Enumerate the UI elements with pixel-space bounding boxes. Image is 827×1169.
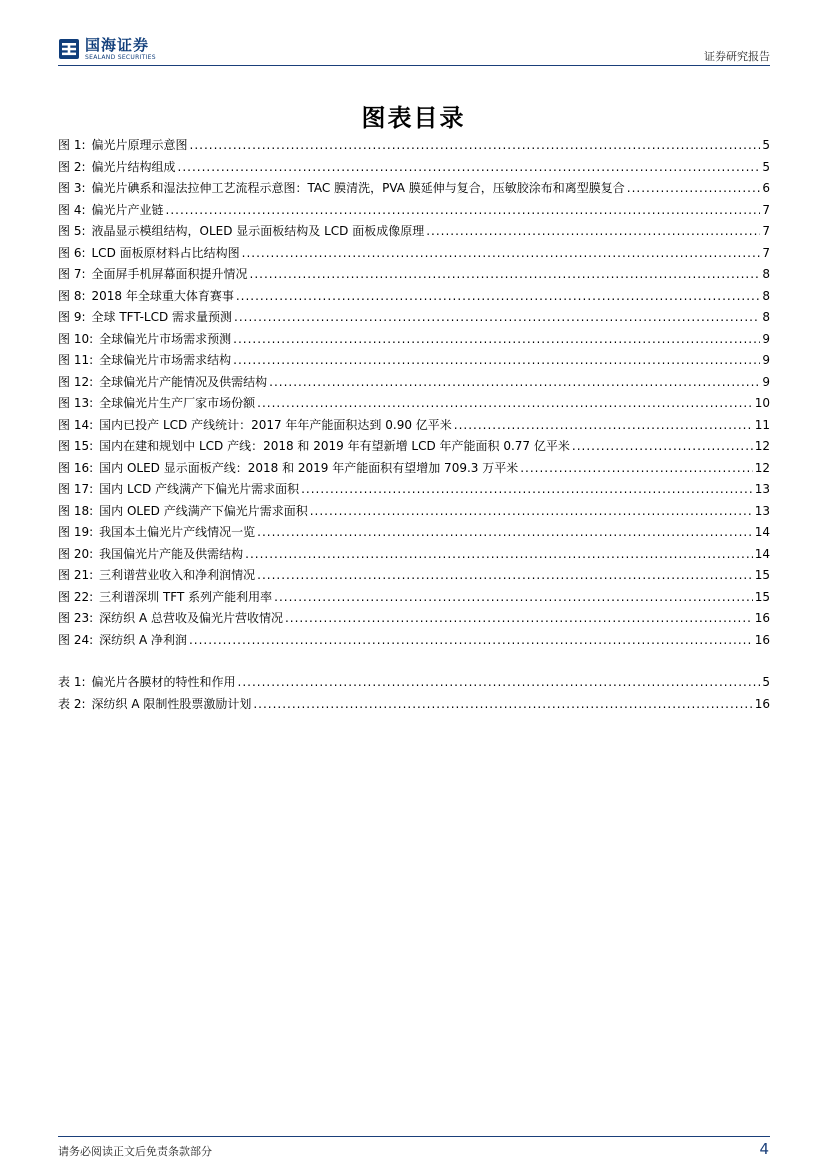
dot-leader: [627, 181, 761, 195]
toc-entry-title: 三利谱深圳 TFT 系列产能利用率: [99, 589, 273, 604]
toc-entry-title: 全面屏手机屏幕面积提升情况: [91, 267, 248, 281]
toc-entry-page: 14: [754, 525, 770, 539]
toc-entry-page: 9: [762, 331, 770, 346]
toc-entry-page: 13: [754, 482, 770, 496]
dot-leader: [190, 138, 761, 152]
toc-entry-page: 7: [762, 202, 770, 217]
toc-entry-title: 全球偏光片产能情况及供需结构: [99, 374, 268, 389]
toc-entry-title: 全球偏光片生产厂家市场份额: [99, 396, 256, 410]
dot-leader: [166, 203, 761, 217]
toc-entry-title: 我国偏光片产能及供需结构: [99, 546, 244, 561]
toc-entry-page: 14: [754, 546, 770, 561]
toc-entry-page: 8: [762, 267, 770, 281]
toc-entry-figure-6[interactable]: [58, 244, 770, 266]
toc-entry-title: 国内 OLED 产线满产下偏光片需求面积: [99, 503, 308, 518]
toc-entry-table-1[interactable]: [58, 673, 770, 695]
report-type: 证券研究报告: [704, 50, 770, 63]
company-logo: [58, 34, 156, 64]
toc-entry-label: 图 9:: [58, 310, 86, 324]
toc-entry-figure-9[interactable]: [58, 308, 770, 330]
dot-leader: [245, 547, 753, 561]
toc-entry-figure-7[interactable]: [58, 265, 770, 287]
toc-entry-figure-1[interactable]: [58, 136, 770, 158]
toc-entry-figure-2[interactable]: [58, 158, 770, 180]
toc-entry-figure-5[interactable]: [58, 222, 770, 244]
toc-entry-page: 6: [762, 181, 770, 195]
toc-entry-title: 三利谱营业收入和净利润情况: [99, 568, 256, 582]
toc-entry-page: 10: [754, 396, 770, 410]
toc-entry-title: 偏光片碘系和湿法拉伸工艺流程示意图：TAC 膜清洗，PVA 膜延伸与复合，压敏胶涂布和离型膜复合: [91, 181, 625, 195]
dot-leader: [454, 418, 753, 432]
toc-entry-label: 图 21:: [58, 568, 94, 582]
toc-entry-page: 5: [762, 159, 770, 174]
dot-leader: [233, 332, 760, 346]
toc-entry-page: 9: [762, 374, 770, 389]
toc-entry-label: 图 8:: [58, 288, 86, 303]
dot-leader: [285, 611, 753, 625]
toc-entry-title: LCD 面板原材料占比结构图: [91, 245, 240, 260]
toc-entry-title: 偏光片结构组成: [91, 159, 176, 174]
toc-entry-title: 深纺织 A 限制性股票激励计划: [91, 696, 252, 711]
toc-entry-page: 12: [754, 460, 770, 475]
toc-entry-page: 16: [754, 632, 770, 647]
footer-divider: [58, 1136, 770, 1137]
logo-mark-icon: [58, 38, 80, 60]
page-header: [58, 34, 770, 64]
dot-leader: [253, 697, 752, 711]
toc-entry-label: 图 13:: [58, 396, 94, 410]
toc-entry-figure-3[interactable]: [58, 179, 770, 201]
dot-leader: [242, 246, 761, 260]
toc-entry-label: 图 24:: [58, 632, 94, 647]
toc-entry-figure-11[interactable]: [58, 351, 770, 373]
toc-entry-figure-13[interactable]: [58, 394, 770, 416]
toc-entry-label: 图 3:: [58, 181, 86, 195]
toc-entry-title: 国内已投产 LCD 产线统计：2017 年年产能面积达到 0.90 亿平米: [99, 417, 452, 432]
toc-entry-figure-22[interactable]: [58, 588, 770, 610]
page-title: 图表目录: [361, 103, 466, 132]
toc-entry-figure-16[interactable]: [58, 459, 770, 481]
dot-leader: [572, 439, 753, 453]
dot-leader: [310, 504, 753, 518]
toc-entry-label: 图 18:: [58, 503, 94, 518]
toc-entry-page: 5: [762, 138, 770, 152]
toc-entry-title: 偏光片原理示意图: [91, 138, 188, 152]
toc-entry-label: 图 12:: [58, 374, 94, 389]
toc-entry-page: 16: [754, 611, 770, 625]
toc-entry-label: 图 16:: [58, 460, 94, 475]
toc-entry-label: 图 17:: [58, 482, 94, 496]
toc-entry-label: 图 15:: [58, 439, 94, 453]
dot-leader: [233, 353, 760, 367]
toc-entry-title: 深纺织 A 总营收及偏光片营收情况: [99, 611, 283, 625]
toc-entry-label: 图 6:: [58, 245, 86, 260]
header-divider: [58, 65, 770, 66]
toc-entry-title: 国内 OLED 显示面板产线：2018 和 2019 年产能面积有望增加 709.3 万平米: [99, 460, 519, 475]
toc-entry-page: 13: [754, 503, 770, 518]
logo-chinese-name: 国海证券: [85, 35, 150, 54]
toc-entry-page: 9: [762, 353, 770, 367]
toc-entry-label: 图 22:: [58, 589, 94, 604]
toc-entry-page: 5: [762, 675, 770, 689]
toc-entry-figure-18[interactable]: [58, 502, 770, 524]
dot-leader: [257, 568, 753, 582]
dot-leader: [301, 482, 753, 496]
section-gap: [58, 652, 770, 673]
toc-entry-page: 8: [762, 310, 770, 324]
toc-entry-label: 图 23:: [58, 611, 94, 625]
toc-entry-label: 图 20:: [58, 546, 94, 561]
dot-leader: [250, 267, 761, 281]
page-number: 4: [759, 1140, 769, 1158]
toc-entry-page: 12: [754, 439, 770, 453]
dot-leader: [236, 289, 761, 303]
toc-entry-title: 全球 TFT-LCD 需求量预测: [91, 310, 233, 324]
toc-entry-title: 我国本土偏光片产线情况一览: [99, 525, 256, 539]
toc-entry-label: 图 14:: [58, 417, 94, 432]
toc-entry-page: 16: [754, 696, 770, 711]
toc-entry-figure-15[interactable]: [58, 437, 770, 459]
footer-disclaimer: 请务必阅读正文后免责条款部分: [58, 1145, 212, 1158]
toc-entry-page: 15: [754, 589, 770, 604]
logo-english-name: SEALAND SECURITIES: [85, 53, 156, 61]
toc-entry-figure-10[interactable]: [58, 330, 770, 352]
toc-entry-title: 深纺织 A 净利润: [99, 632, 187, 647]
toc-entry-label: 图 10:: [58, 331, 94, 346]
toc-entry-title: 全球偏光片市场需求结构: [99, 353, 232, 367]
dot-leader: [426, 224, 760, 238]
toc-entry-figure-14[interactable]: [58, 416, 770, 438]
dot-leader: [189, 633, 753, 647]
toc-entry-figure-24[interactable]: [58, 631, 770, 653]
toc-entry-figure-12[interactable]: [58, 373, 770, 395]
dot-leader: [257, 525, 753, 539]
toc-entry-label: 图 2:: [58, 159, 86, 174]
toc-entry-title: 全球偏光片市场需求预测: [99, 331, 232, 346]
toc-entry-label: 图 4:: [58, 202, 86, 217]
toc-entry-title: 国内 LCD 产线满产下偏光片需求面积: [99, 482, 300, 496]
toc-entry-page: 11: [754, 417, 770, 432]
toc-entry-figure-20[interactable]: [58, 545, 770, 567]
toc-entry-title: 液晶显示模组结构，OLED 显示面板结构及 LCD 面板成像原理: [91, 224, 425, 238]
dot-leader: [238, 675, 761, 689]
toc-entry-table-2[interactable]: [58, 695, 770, 717]
toc-entry-figure-8[interactable]: [58, 287, 770, 309]
toc-entry-page: 7: [762, 224, 770, 238]
dot-leader: [274, 590, 753, 604]
toc-entry-label: 图 11:: [58, 353, 94, 367]
toc-entry-label: 表 2:: [58, 696, 86, 711]
dot-leader: [234, 310, 760, 324]
toc-entry-label: 图 7:: [58, 267, 86, 281]
toc-entry-figure-21[interactable]: [58, 566, 770, 588]
toc-entry-label: 图 1:: [58, 138, 86, 152]
toc-entry-page: 15: [754, 568, 770, 582]
toc-entry-label: 表 1:: [58, 675, 86, 689]
figure-table-contents: [58, 136, 770, 716]
toc-entry-figure-17[interactable]: [58, 480, 770, 502]
toc-entry-page: 7: [762, 245, 770, 260]
toc-entry-title: 2018 年全球重大体育赛事: [91, 288, 234, 303]
toc-entry-title: 偏光片产业链: [91, 202, 164, 217]
toc-entry-label: 图 5:: [58, 224, 86, 238]
toc-entry-label: 图 19:: [58, 525, 94, 539]
toc-entry-figure-4[interactable]: [58, 201, 770, 223]
dot-leader: [257, 396, 753, 410]
toc-entry-title: 国内在建和规划中 LCD 产线：2018 和 2019 年有望新增 LCD 年产能面积 0.77 亿平米: [99, 439, 570, 453]
toc-entry-page: 8: [762, 288, 770, 303]
toc-entry-figure-19[interactable]: [58, 523, 770, 545]
dot-leader: [269, 375, 760, 389]
toc-entry-figure-23[interactable]: [58, 609, 770, 631]
dot-leader: [178, 160, 761, 174]
toc-entry-title: 偏光片各膜材的特性和作用: [91, 675, 236, 689]
dot-leader: [520, 461, 752, 475]
